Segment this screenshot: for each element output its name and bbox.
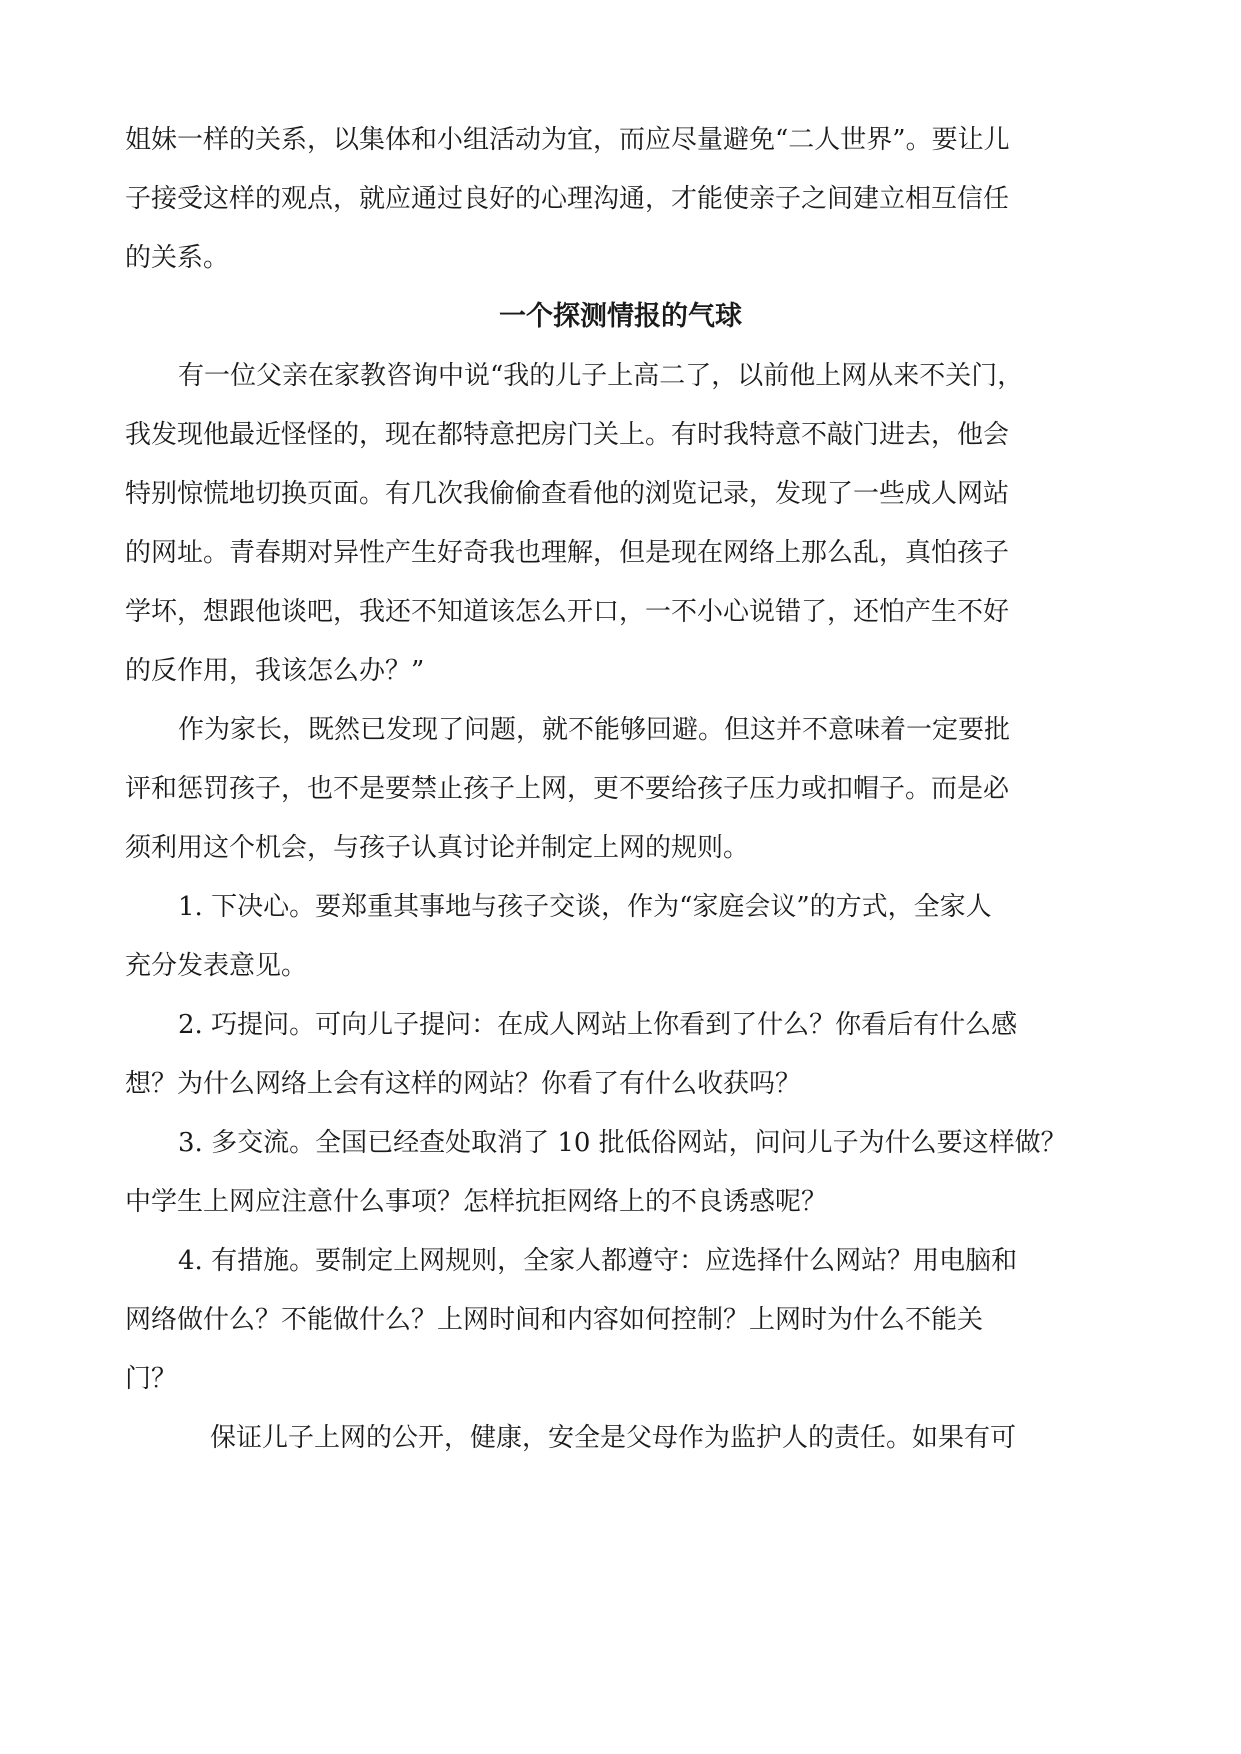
text-line: 特别惊慌地切换页面。有几次我偷偷查看他的浏览记录，发现了一些成人网站 xyxy=(125,479,1010,509)
text-line: 子接受这样的观点，就应通过良好的心理沟通，才能使亲子之间建立相互信任 xyxy=(125,184,1010,214)
text-line: 我发现他最近怪怪的，现在都特意把房门关上。有时我特意不敲门进去，他会 xyxy=(125,420,1010,450)
text-line: 的网址。青春期对异性产生好奇我也理解，但是现在网络上那么乱，真怕孩子 xyxy=(125,538,1010,568)
text-line: 学坏，想跟他谈吧，我还不知道该怎么开口，一不小心说错了，还怕产生不好 xyxy=(125,597,1010,627)
text-line: 想？为什么网络上会有这样的网站？你看了有什么收获吗？ xyxy=(125,1069,802,1099)
text-line: 的关系。 xyxy=(125,243,230,273)
paragraph-first-line: 有一位父亲在家教咨询中说“我的儿子上高二了，以前他上网从来不关门， xyxy=(178,361,1024,391)
text-line: 姐妹一样的关系，以集体和小组活动为宜，而应尽量避免“二人世界”。要让儿 xyxy=(125,125,1010,155)
paragraph-first-line: 作为家长，既然已发现了问题，就不能够回避。但这并不意味着一定要批 xyxy=(178,715,1011,745)
text-line: 须利用这个机会，与孩子认真讨论并制定上网的规则。 xyxy=(125,833,750,863)
section-title: 一个探测情报的气球 xyxy=(499,301,742,332)
list-item-4: 4. 有措施。要制定上网规则，全家人都遵守：应选择什么网站？用电脑和 xyxy=(178,1246,1018,1276)
text-line: 评和惩罚孩子，也不是要禁止孩子上网，更不要给孩子压力或扣帽子。而是必 xyxy=(125,774,1010,804)
text-line: 充分发表意见。 xyxy=(125,951,308,981)
text-line: 中学生上网应注意什么事项？怎样抗拒网络上的不良诱惑呢？ xyxy=(125,1187,828,1217)
text-line: 的反作用，我该怎么办？” xyxy=(125,656,425,686)
text-line: 门？ xyxy=(125,1364,178,1394)
list-item-2: 2. 巧提问。可向儿子提问：在成人网站上你看到了什么？你看后有什么感 xyxy=(178,1010,1018,1040)
list-item-1: 1. 下决心。要郑重其事地与孩子交谈，作为“家庭会议”的方式，全家人 xyxy=(178,892,992,922)
list-item-3: 3. 多交流。全国已经查处取消了 10 批低俗网站，问问儿子为什么要这样做？ xyxy=(178,1128,1067,1158)
paragraph-first-line: 保证儿子上网的公开，健康，安全是父母作为监护人的责任。如果有可 xyxy=(210,1423,1017,1453)
text-line: 网络做什么？不能做什么？上网时间和内容如何控制？上网时为什么不能关 xyxy=(125,1305,984,1335)
